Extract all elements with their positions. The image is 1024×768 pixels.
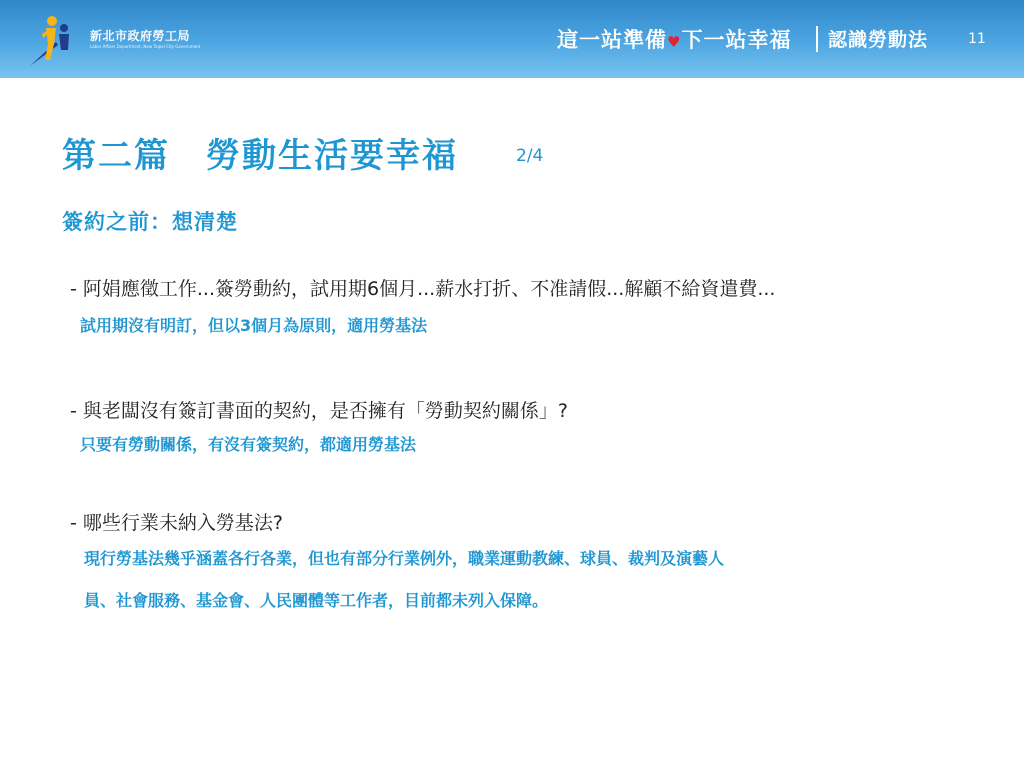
org-name: 新北市政府勞工局 <box>90 29 191 43</box>
answer-3-line-2: 員、社會服務、基金會、人民團體等工作者，目前都未列入保障。 <box>84 591 549 610</box>
answer-1-line-1: 試用期沒有明訂，但以3個月為原則，適用勞基法 <box>80 316 428 335</box>
title-page-indicator: 2/4 <box>516 146 544 166</box>
slogan-text: 這一站準備♥下一站幸福 <box>557 28 792 52</box>
slide-title: 第二篇 勞動生活要幸福 <box>62 136 458 176</box>
answer-3-line-1: 現行勞基法幾乎涵蓋各行各業，但也有部分行業例外，職業運動教練、球員、裁判及演藝人 <box>84 549 725 568</box>
labor-department-logo-icon <box>28 14 74 68</box>
header-divider <box>816 26 818 52</box>
question-2: - 與老闆沒有簽訂書面的契約，是否擁有「勞動契約關係」? <box>70 400 568 422</box>
answer-2-line-1: 只要有勞動關係，有沒有簽契約，都適用勞基法 <box>80 435 417 454</box>
page-number: 11 <box>968 31 986 47</box>
slide-subtitle: 簽約之前：想清楚 <box>62 210 238 234</box>
slogan <box>557 24 791 54</box>
heart-icon: ♥ <box>667 33 682 51</box>
header-bar <box>0 0 1024 78</box>
section-name: 認識勞動法 <box>828 29 929 51</box>
org-name-english: Labor Affairs Department, New Taipei City Government <box>90 44 201 49</box>
question-3: - 哪些行業未納入勞基法? <box>70 512 283 534</box>
question-1: - 阿娟應徵工作...簽勞動約，試用期6個月...薪水打折、不准請假...解顧不給資遣費... <box>70 278 776 300</box>
